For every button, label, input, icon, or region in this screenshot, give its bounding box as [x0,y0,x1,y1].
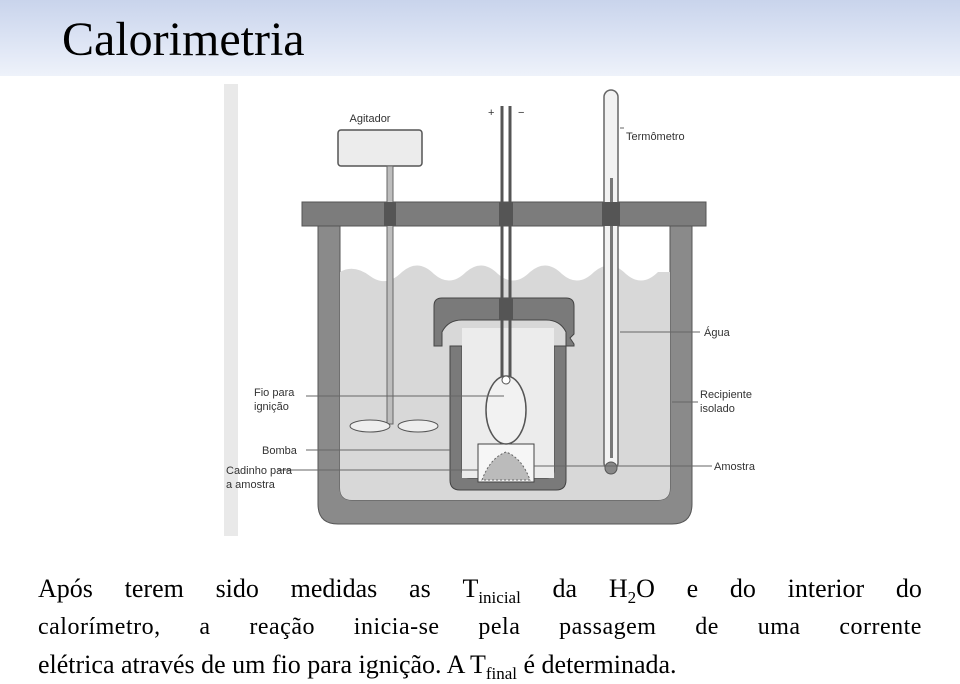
caption-word: as [409,574,431,603]
caption-word: corrente [839,614,922,640]
caption-word: e [686,574,699,603]
caption-word: inicia-se [353,614,440,640]
label-recipiente-line2: isolado [700,403,735,415]
caption-word: calorímetro, [38,614,161,640]
thermometer [602,90,620,474]
label-recipiente-line1: Recipiente [700,389,752,401]
h2o: $H_2O$ [608,574,655,607]
caption-word: do [895,574,922,603]
t-inicial: $T_{inicial}$ [462,574,521,607]
label-cadinho-line1: Cadinho para [226,465,293,477]
caption [38,570,922,684]
label-plus: + [488,107,495,119]
caption-text: é determinada. [517,650,677,679]
caption-word: Após [38,574,93,603]
crucible [478,444,534,482]
caption-word: da [552,574,578,603]
calorimeter-diagram [224,84,770,536]
caption-word: a [199,614,211,640]
caption-word: do [729,574,756,603]
t-final-sub: final [485,664,517,683]
caption-word: sido [215,574,259,603]
caption-word: terem [124,574,184,603]
label-bomba: Bomba [262,445,297,457]
caption-line-2 [38,608,922,646]
label-minus: − [518,107,525,119]
caption-word: passagem [559,614,657,640]
caption-word: medidas [290,574,378,603]
caption-word: uma [757,614,801,640]
caption-text: elétrica através de um fio para ignição. A T [38,650,486,679]
label-fio-line2: ignição [254,401,289,413]
label-termometro: Termômetro [626,131,685,143]
caption-word: de [695,614,719,640]
label-agua: Água [704,327,730,339]
page-title: Calorimetria [62,13,305,66]
caption-word: pela [478,614,521,640]
label-agitador: Agitador [349,113,391,125]
label-amostra: Amostra [714,461,755,473]
caption-word: reação [249,614,315,640]
label-fio-line1: Fio para [254,387,295,399]
caption-line-3 [38,646,922,684]
caption-word: interior [787,574,865,603]
label-cadinho-line2: a amostra [226,479,275,491]
caption-line-1 [38,570,922,608]
